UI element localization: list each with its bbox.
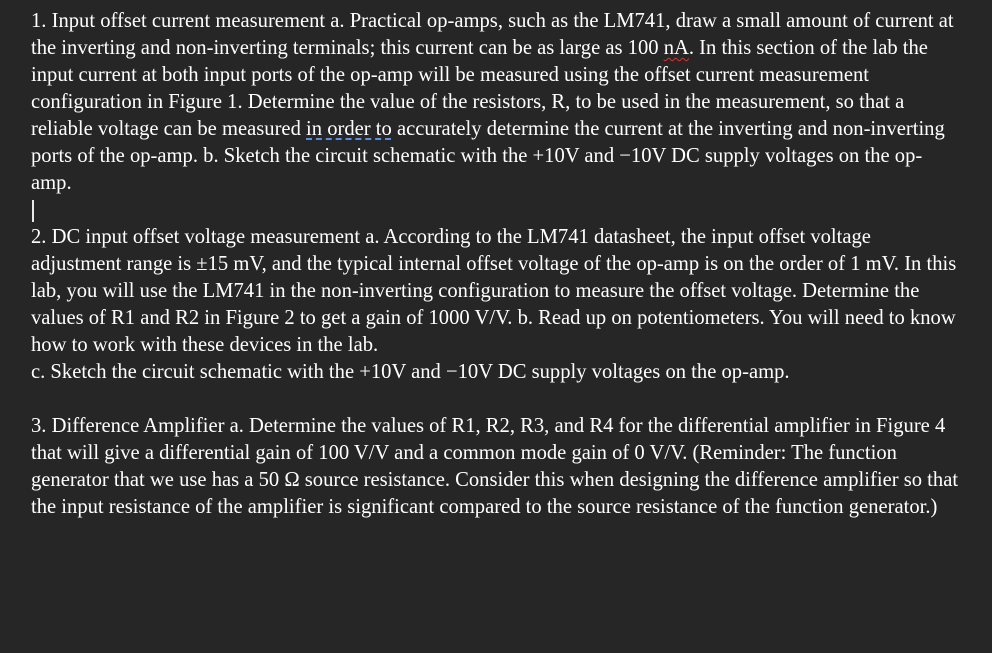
empty-line-with-cursor[interactable]	[31, 197, 961, 224]
paragraph-spacer	[31, 386, 961, 413]
text-cursor	[32, 200, 34, 222]
q1-text-part-2: . In this section of the lab the input current at both input ports of the op-amp will be measured using the offset current measurement configuration in Figure 1. Determine the value of the resistors, R, to be used in the measurement, so that a reliable voltage can be measured	[31, 37, 928, 140]
question-1-paragraph[interactable]	[31, 8, 961, 197]
grammar-flagged-phrase[interactable]: in order to	[306, 118, 392, 140]
document-body[interactable]	[31, 8, 961, 521]
spellcheck-flagged-word[interactable]: nA	[663, 37, 689, 59]
question-3-paragraph[interactable]: 3. Difference Amplifier a. Determine the values of R1, R2, R3, and R4 for the differential amplifier in Figure 4 that will give a differential gain of 100 V/V and a common mode gain of 0 V/V. (Reminder: The function generator that we use has a 50 Ω source resistance. Consider this when designing the difference amplifier so that the input resistance of the amplifier is significant compared to the source resistance of the function generator.)	[31, 415, 959, 518]
question-2-paragraph[interactable]: 2. DC input offset voltage measurement a. According to the LM741 datasheet, the input offset voltage adjustment range is ±15 mV, and the typical internal offset voltage of the op-amp is on the order of 1 mV. In this lab, you will use the LM741 in the non-inverting configuration to measure the offset voltage. Determine the values of R1 and R2 in Figure 2 to get a gain of 1000 V/V. b. Read up on potentiometers. You will need to know how to work with these devices in the lab.	[31, 226, 957, 356]
q1-text-part-1: 1. Input offset current measurement a. Practical op-amps, such as the LM741, draw a small amount of current at the inverting and non-inverting terminals; this current can be as large as 100	[31, 10, 954, 59]
question-2-part-c[interactable]: c. Sketch the circuit schematic with the +10V and −10V DC supply voltages on the op-amp.	[31, 361, 790, 383]
q1-text-part-3: accurately determine the current at the inverting and non-inverting ports of the op-amp. b. Sketch the circuit schematic with the +10V and −10V DC supply voltages on the op-amp.	[31, 118, 945, 194]
